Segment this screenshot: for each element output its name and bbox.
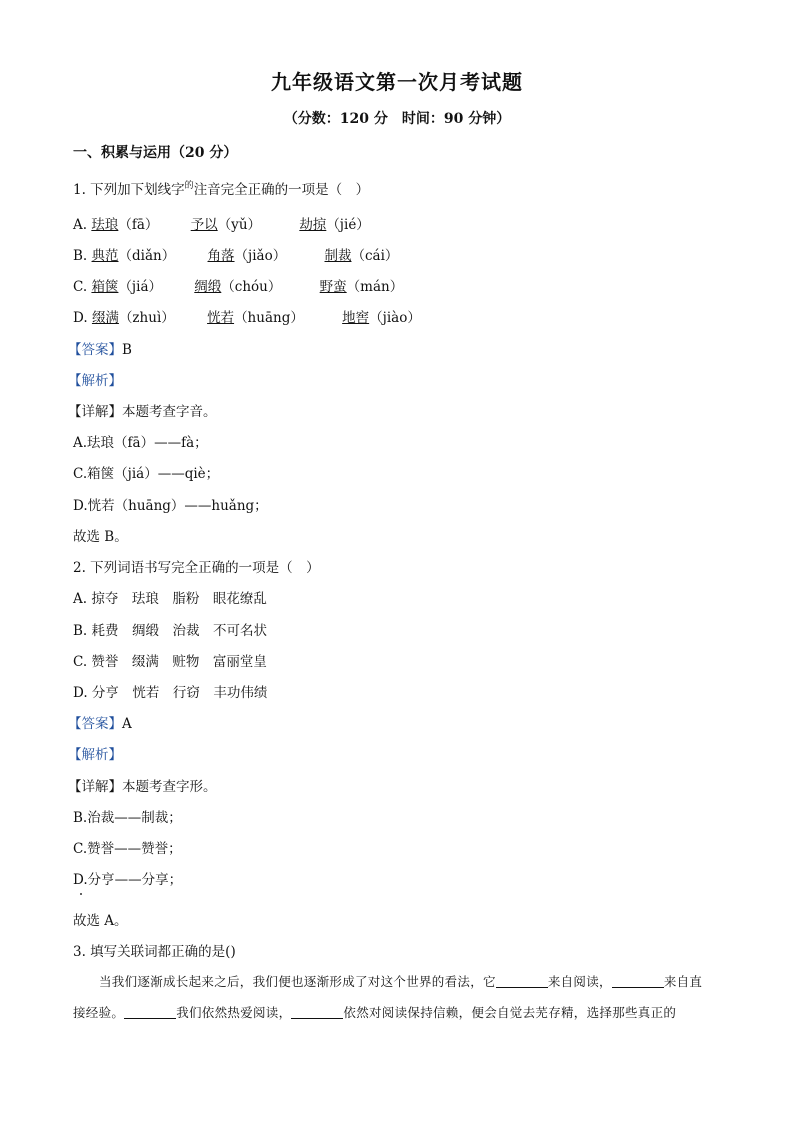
q2-explain-line: B.治裁——制裁； xyxy=(73,810,182,826)
q1-explain-line: D.恍若（huāng）——huǎng； xyxy=(73,498,268,514)
q1-conclusion: 故选 B。 xyxy=(73,529,128,545)
question-1 xyxy=(73,178,369,198)
q1-option-a: A. 珐琅（fā） 予以（yǔ） 劫掠（jié） xyxy=(73,217,370,233)
q2-conclusion: 故选 A。 xyxy=(73,913,128,929)
q3-passage: 当我们逐渐成长起来之后，我们便也逐渐形成了对这个世界的看法，它 来自阅读， 来自直接经验。 我们依然热爱阅读， 依然对阅读保持信赖，便会自觉去芜存精，选择那些真正的 xyxy=(73,974,703,1020)
q2-analysis-label: 【解析】 xyxy=(68,747,122,763)
fill-blank xyxy=(291,1006,343,1019)
page-subtitle: （分数：120 分 时间：90 分钟） xyxy=(283,111,511,127)
question-2: 2. 下列词语书写完全正确的一项是（ ） xyxy=(73,560,320,576)
q1-analysis-label: 【解析】 xyxy=(68,373,122,389)
stray-mark xyxy=(80,893,82,895)
q1-answer: 【答案】B xyxy=(68,342,132,358)
question-1-stem-b: 注音完全正确的一项是（ ） xyxy=(193,182,370,198)
q2-option-a: A. 掠夺 珐琅 脂粉 眼花缭乱 xyxy=(73,591,267,607)
q1-explain-line: A.珐琅（fā）——fà； xyxy=(73,435,208,451)
q1-explain-line: C.箱箧（jiá）——qiè； xyxy=(73,466,220,482)
q1-detail: 【详解】本题考查字音。 xyxy=(68,404,217,420)
q2-answer: 【答案】A xyxy=(68,716,132,732)
section-heading: 一、积累与运用（20 分） xyxy=(73,145,238,161)
q1-option-d: D. 缀满（zhuì） 恍若（huāng） 地窖（jiào） xyxy=(73,310,421,326)
question-1-stem-a: 1. 下列加下划线字 xyxy=(73,182,185,198)
q1-option-c: C. 箱箧（jiá） 绸缎（chóu） 野蛮（mán） xyxy=(73,279,404,295)
q2-detail: 【详解】本题考查字形。 xyxy=(68,779,217,795)
q2-explain-line: D.分亨——分享； xyxy=(73,872,183,888)
q1-option-b: B. 典范（diǎn） 角落（jiǎo） 制裁（cái） xyxy=(73,248,399,264)
question-1-stem-sup: 的 xyxy=(184,181,194,191)
q2-option-c: C. 赞誉 缀满 赃物 富丽堂皇 xyxy=(73,654,267,670)
q2-option-d: D. 分亨 恍若 行窃 丰功伟绩 xyxy=(73,685,268,701)
fill-blank xyxy=(612,975,664,988)
q2-option-b: B. 耗费 绸缎 治裁 不可名状 xyxy=(73,623,268,639)
q2-explain-line: C.赞誉——赞誉； xyxy=(73,841,182,857)
fill-blank xyxy=(496,975,548,988)
page-title: 九年级语文第一次月考试题 xyxy=(271,70,523,94)
fill-blank xyxy=(124,1006,176,1019)
question-3: 3. 填写关联词都正确的是() xyxy=(73,944,236,960)
